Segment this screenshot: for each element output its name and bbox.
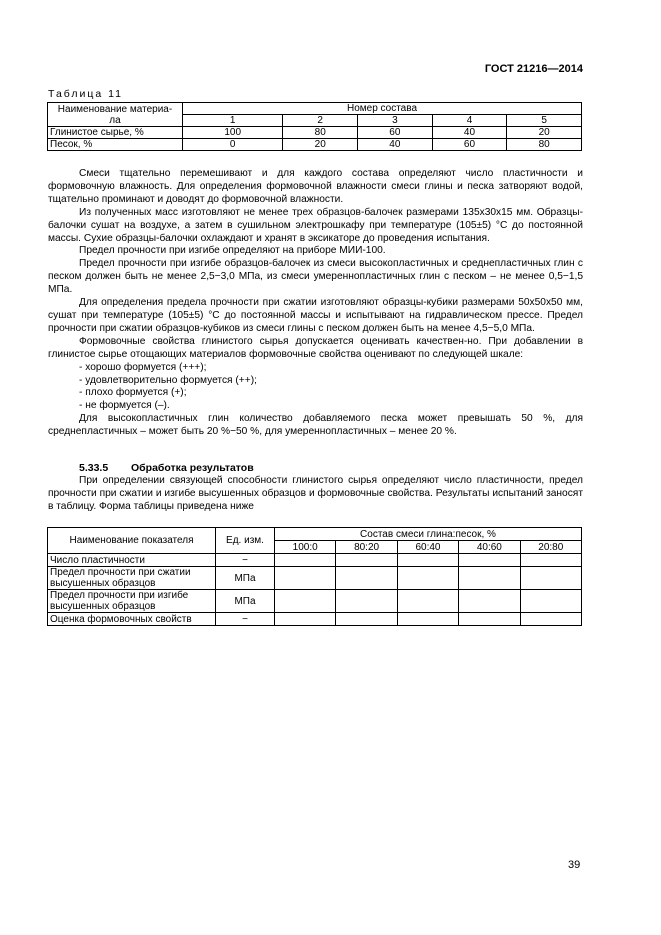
- paragraph: Предел прочности при изгибе образцов-балочек из смеси высокопластичных и среднепластичных глин с песком должен быть не менее 2,5−3,0 МПа, из смеси умереннопластичных глин с песком – не менее 0,5−1,5 МПа.: [48, 258, 583, 296]
- list-item: - плохо формуется (+);: [79, 387, 187, 399]
- row-label: [48, 567, 216, 590]
- ratio-header: 20:80: [520, 541, 581, 554]
- cell-value: 0: [183, 139, 283, 151]
- table-row: [48, 127, 582, 139]
- section-number: 5.33.5: [79, 462, 109, 474]
- group-header: Номер состава: [183, 103, 582, 115]
- document-code: ГОСТ 21216—2014: [484, 63, 583, 75]
- table-row: [48, 554, 582, 567]
- paragraph: Предел прочности при изгибе определяют на приборе МИИ-100.: [79, 245, 386, 257]
- list-item: - удовлетворительно формуется (++);: [79, 374, 257, 386]
- table-row: [48, 103, 582, 115]
- paragraph: Для определения предела прочности при сжатии изготовляют образцы-кубики размерами 50x50x50 мм, сушат при температуре (105±5) °С до постоянной массы и испытывают на гидравлическом прессе. Предел прочности при сжатии образцов-кубиков из смеси глины с песком должен быть на менее 4,5−5,0 МПа.: [48, 297, 583, 334]
- col-number: 2: [283, 115, 358, 127]
- paragraph: Формовочные свойства глинистого сырья допускается оценивать качествен-но. При добавлении в глинистое сырье отощающих материалов формовочные свойства оценивают по следующей шкале:: [48, 335, 583, 360]
- name-header: [48, 103, 183, 127]
- table-row: [48, 613, 582, 626]
- section-heading: [79, 462, 254, 474]
- cell-value: 60: [432, 139, 507, 151]
- row-label-line2: высушенных образцов: [50, 578, 156, 589]
- list-item: - хорошо формуется (+++);: [79, 361, 207, 373]
- col-number: 1: [183, 115, 283, 127]
- cell-value: 20: [507, 127, 582, 139]
- paragraph: При определении связующей способности глинистого сырья определяют число пластичности, предел прочности при сжатии и изгибе высушенных образцов и формовочные свойства. Результаты испытаний заносят в таблицу. Форма таблицы приведена ниже: [48, 475, 583, 512]
- unit-cell: МПа: [216, 590, 275, 613]
- row-label-line1: Предел прочности при изгибе: [50, 590, 189, 601]
- cell-value: 80: [507, 139, 582, 151]
- unit-cell: −: [216, 554, 275, 567]
- unit-cell: −: [216, 613, 275, 626]
- ratio-header: 100:0: [275, 541, 336, 554]
- col-number: 5: [507, 115, 582, 127]
- cell-value: 20: [283, 139, 358, 151]
- name-header-line1: Наименование материа-: [57, 103, 173, 115]
- table-11: [47, 102, 582, 151]
- col-name-header: Наименование показателя: [48, 528, 216, 554]
- cell-value: 100: [183, 127, 283, 139]
- section-text: [48, 475, 583, 514]
- cell-value: 40: [358, 139, 433, 151]
- paragraph: Для высокопластичных глин количество добавляемого песка может превышать 50 %, для среднепластичных – может быть 20 %−50 %, для умереннопластичных – менее 20 %.: [48, 413, 583, 438]
- table-row: [48, 590, 582, 613]
- page-number: 39: [568, 859, 581, 871]
- body-text: [48, 168, 583, 439]
- table-11-caption: Таблица 11: [48, 88, 123, 100]
- name-header-line2: ла: [109, 114, 121, 126]
- row-label: Песок, %: [48, 139, 183, 151]
- col-number: 4: [432, 115, 507, 127]
- row-label-line1: Предел прочности при сжатии: [50, 567, 191, 578]
- ratio-header: 40:60: [459, 541, 520, 554]
- cell-value: 40: [432, 127, 507, 139]
- ratio-header: 80:20: [336, 541, 397, 554]
- row-label: Глинистое сырье, %: [48, 127, 183, 139]
- table-row: [48, 528, 582, 541]
- row-label-line2: высушенных образцов: [50, 601, 156, 612]
- row-label: [48, 590, 216, 613]
- table-row: [48, 139, 582, 151]
- paragraph: Смеси тщательно перемешивают и для каждого состава определяют число пластичности и формовочную влажность. Для определения формовочной влажности смеси глины и песка затворяют водой, тщательно проминают и доводят до формовочной влажности.: [48, 168, 583, 205]
- results-form-table: [47, 527, 582, 626]
- cell-value: 80: [283, 127, 358, 139]
- cell-value: 60: [358, 127, 433, 139]
- table-row: [48, 567, 582, 590]
- group-header: Состав смеси глина:песок, %: [275, 528, 582, 541]
- row-label: Оценка формовочных свойств: [48, 613, 216, 626]
- paragraph: Из полученных масс изготовляют не менее трех образцов-балочек размерами 135x30x15 мм. Образцы-балочки сушат на воздухе, а затем в сушильном электрошкафу при температуре (105±5) °С до постоянной массы. Сухие образцы-балочки охлаждают и хранят в эксикаторе до проведения испытания.: [48, 206, 583, 244]
- row-label: Число пластичности: [48, 554, 216, 567]
- ratio-header: 60:40: [397, 541, 458, 554]
- section-title: Обработка результатов: [131, 462, 254, 474]
- unit-cell: МПа: [216, 567, 275, 590]
- col-unit-header: Ед. изм.: [216, 528, 275, 554]
- col-number: 3: [358, 115, 433, 127]
- list-item: - не формуется (–).: [79, 400, 170, 412]
